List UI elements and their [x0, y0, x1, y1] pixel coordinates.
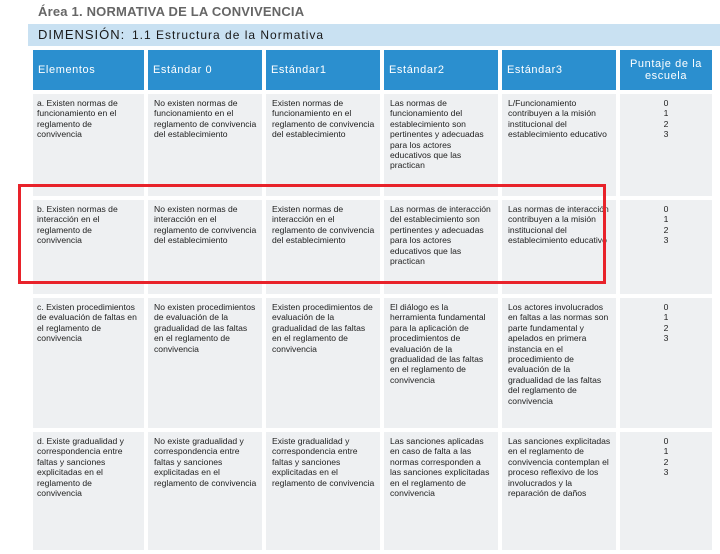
- cell-standard-3: L/Funcionamiento contribuyen a la misión institucional del establecimiento educativo: [502, 94, 616, 196]
- score-1: 1: [663, 214, 669, 225]
- table-row: [33, 298, 712, 428]
- cell-element: d. Existe gradualidad y correspondencia entre faltas y sanciones explicitadas en el reglamento de convivencia: [33, 432, 144, 550]
- dimension-value: 1.1 Estructura de la Normativa: [132, 28, 325, 42]
- standards-table-container: [33, 46, 720, 540]
- score-3: 3: [663, 333, 669, 344]
- cell-score: [620, 298, 712, 428]
- cell-standard-0: No existen normas de interacción en el reglamento de convivencia del establecimiento: [148, 200, 262, 294]
- cell-standard-1: Existen normas de interacción en el reglamento de convivencia del establecimiento: [266, 200, 380, 294]
- cell-standard-3: Las normas de interacción contribuyen a la misión institucional del establecimiento educativo: [502, 200, 616, 294]
- cell-standard-3: Las sanciones explicitadas en el reglamento de convivencia contemplan el proceso reflexivo de los involucrados y la reparación de daños: [502, 432, 616, 550]
- page-header: [28, 0, 720, 24]
- score-1: 1: [663, 108, 669, 119]
- score-2: 2: [663, 456, 669, 467]
- cell-standard-3: Los actores involucrados en faltas a las normas son parte fundamental y apelados en primera instancia en el procedimiento de evaluación de la gradualidad de las faltas del reglamento de convivencia: [502, 298, 616, 428]
- cell-element: c. Existen procedimientos de evaluación de faltas en el reglamento de convivencia: [33, 298, 144, 428]
- cell-standard-0: No existen procedimientos de evaluación de la gradualidad de las faltas en el reglamento de convivencia: [148, 298, 262, 428]
- header-puntaje: Puntaje de la escuela: [620, 50, 712, 90]
- score-0: 0: [663, 302, 669, 312]
- cell-element: b. Existen normas de interacción en el reglamento de convivencia: [33, 200, 144, 294]
- header-estandar-2: Estándar2: [384, 50, 498, 90]
- score-3: 3: [663, 129, 669, 140]
- score-1: 1: [663, 446, 669, 457]
- standards-table: [29, 46, 716, 554]
- score-2: 2: [663, 224, 669, 235]
- cell-standard-1: Existen normas de funcionamiento en el reglamento de convivencia del establecimiento: [266, 94, 380, 196]
- cell-score: [620, 94, 712, 196]
- cell-standard-2: Las normas de funcionamiento del establecimiento son pertinentes y adecuadas para los actores educativos que las practican: [384, 94, 498, 196]
- score-3: 3: [663, 235, 669, 246]
- cell-standard-1: Existen procedimientos de evaluación de la gradualidad de las faltas en el reglamento de convivencia: [266, 298, 380, 428]
- header-estandar-1: Estándar1: [266, 50, 380, 90]
- table-row: [33, 200, 712, 294]
- cell-standard-2: Las sanciones aplicadas en caso de falta a las normas corresponden a las sanciones explicitadas en el reglamento de convivencia: [384, 432, 498, 550]
- score-0: 0: [663, 204, 669, 214]
- score-3: 3: [663, 467, 669, 478]
- cell-standard-0: No existen normas de funcionamiento en el reglamento de convivencia del establecimiento: [148, 94, 262, 196]
- score-2: 2: [663, 118, 669, 129]
- header-elementos: Elementos: [33, 50, 144, 90]
- cell-standard-2: El diálogo es la herramienta fundamental para la aplicación de procedimientos de evaluación de la gradualidad de las faltas en el reglamento de convivencia: [384, 298, 498, 428]
- cell-standard-0: No existe gradualidad y correspondencia entre faltas y sanciones explicitadas en el reglamento de convivencia: [148, 432, 262, 550]
- dimension-bar: [28, 24, 720, 46]
- cell-standard-1: Existe gradualidad y correspondencia entre faltas y sanciones explicitadas en el reglamento de convivencia: [266, 432, 380, 550]
- table-header-row: [33, 50, 712, 90]
- dimension-label: DIMENSIÓN:: [38, 27, 126, 42]
- area-title: Área 1. NORMATIVA DE LA CONVIVENCIA: [38, 4, 305, 19]
- header-estandar-3: Estándar3: [502, 50, 616, 90]
- header-estandar-0: Estándar 0: [148, 50, 262, 90]
- cell-score: [620, 200, 712, 294]
- score-1: 1: [663, 312, 669, 323]
- score-0: 0: [663, 98, 669, 108]
- score-2: 2: [663, 322, 669, 333]
- score-0: 0: [663, 436, 669, 446]
- cell-element: a. Existen normas de funcionamiento en el reglamento de convivencia: [33, 94, 144, 196]
- table-row: [33, 94, 712, 196]
- cell-score: [620, 432, 712, 550]
- cell-standard-2: Las normas de interacción del establecimiento son pertinentes y adecuadas para los actores educativos que las practican: [384, 200, 498, 294]
- table-row: [33, 432, 712, 550]
